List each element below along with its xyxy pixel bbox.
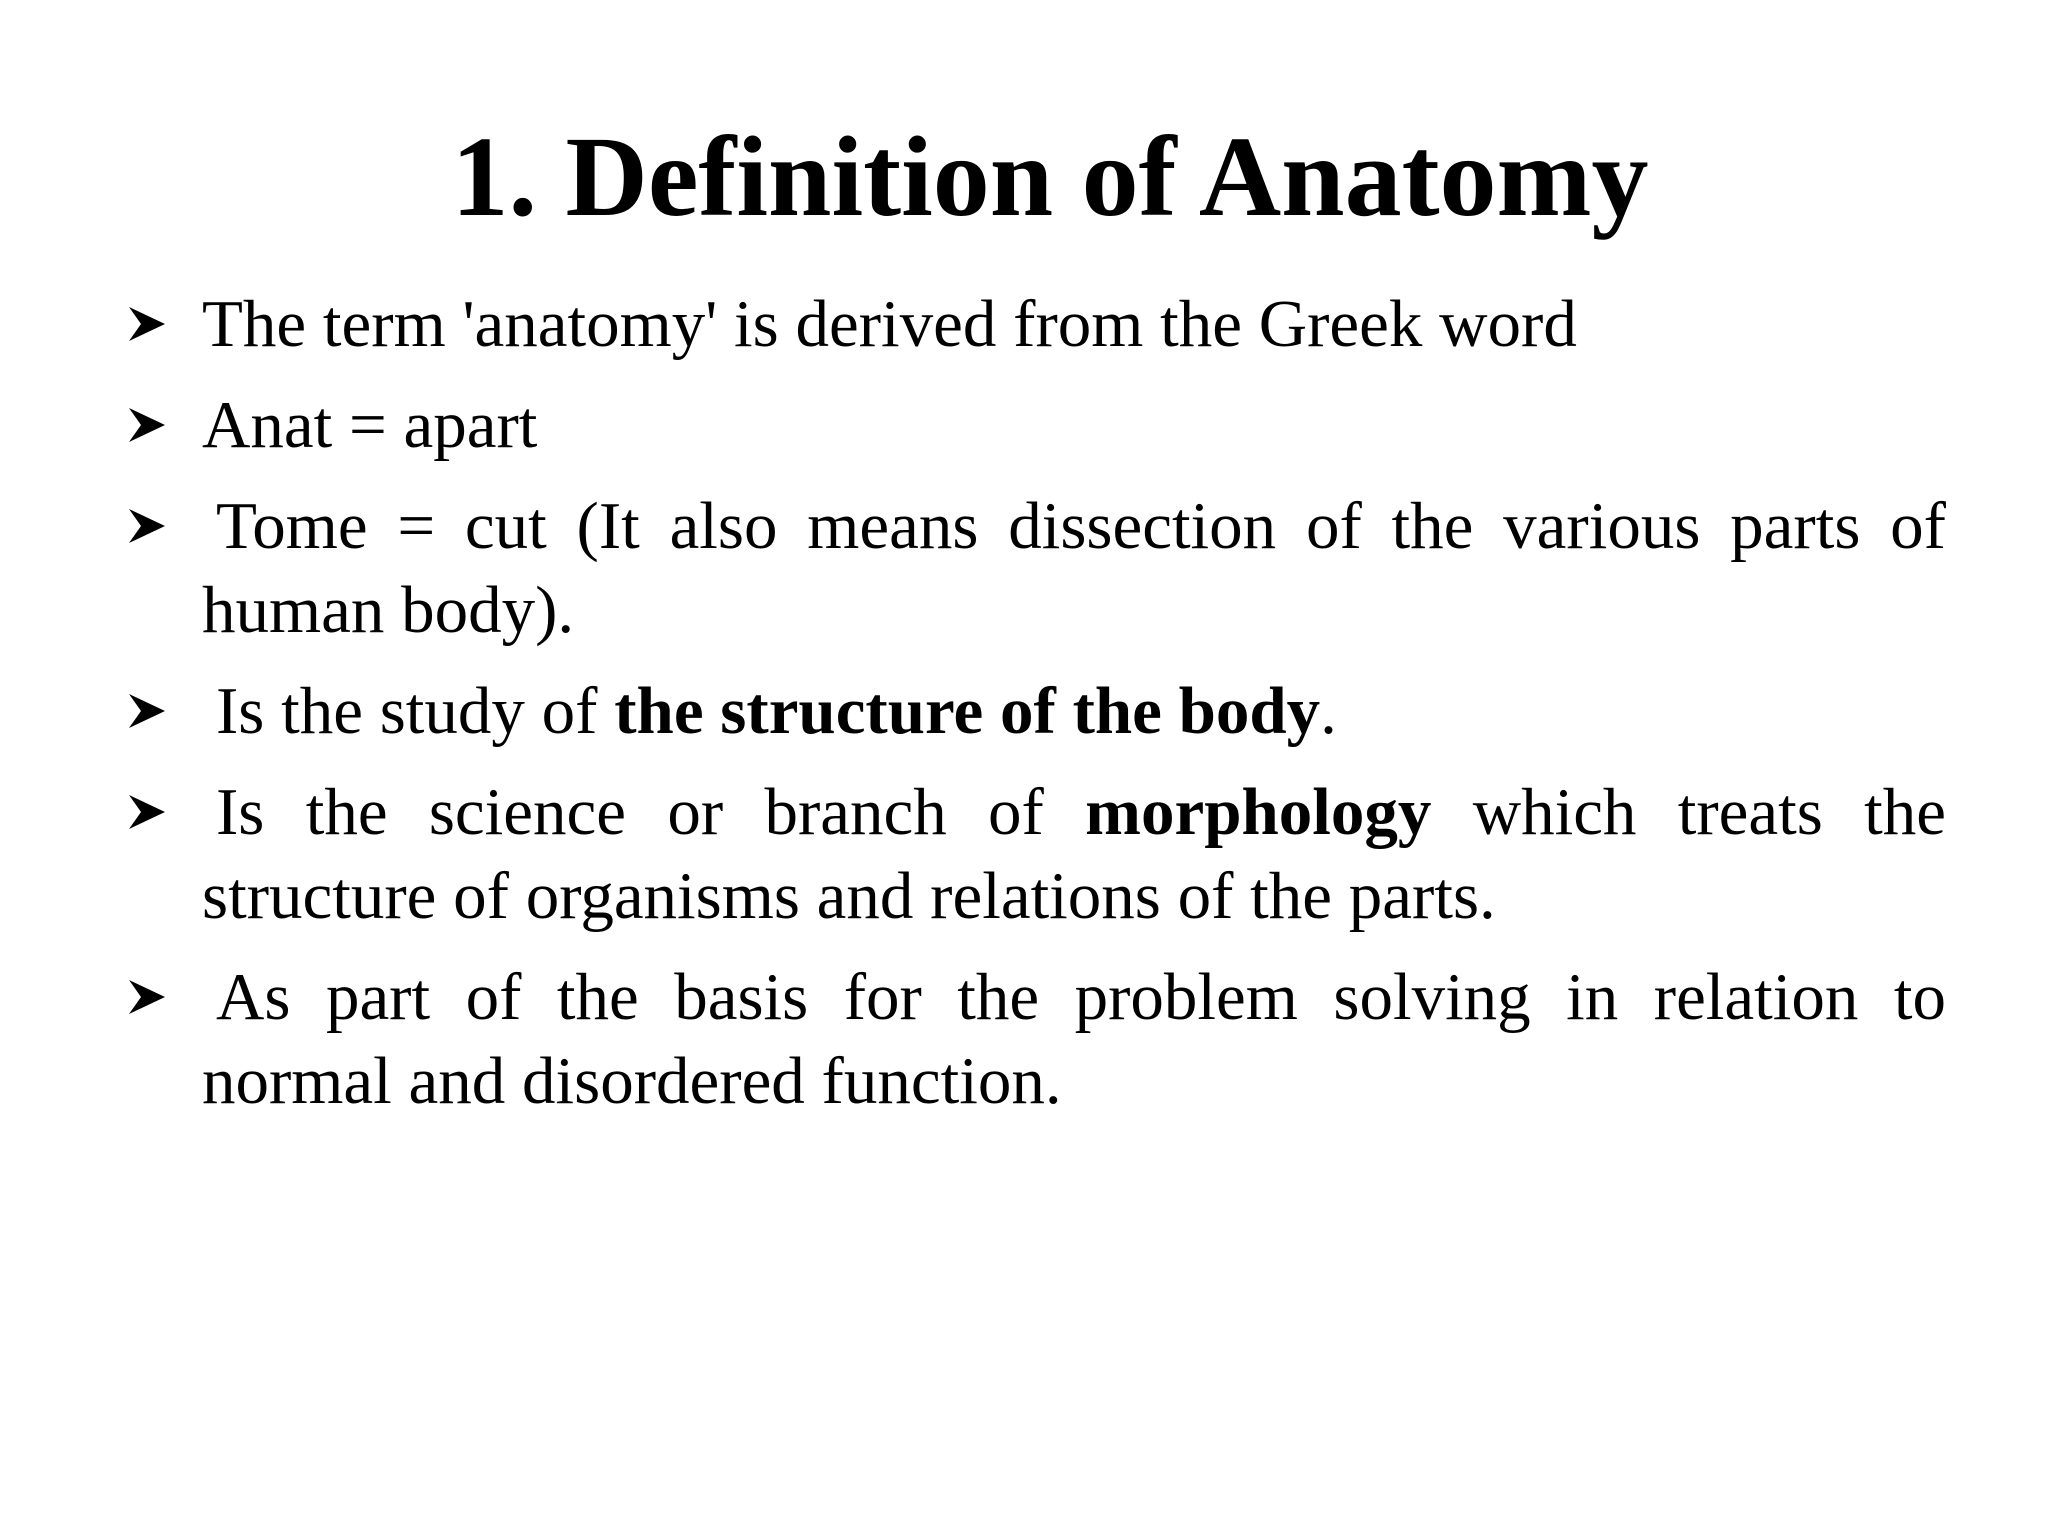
bullet-text: Anat = apart — [202, 388, 538, 462]
bullet-item-4 — [128, 669, 1946, 753]
bullet-text — [202, 674, 1337, 748]
bullet-item-6 — [128, 955, 1946, 1123]
slide-title: 1. Definition of Anatomy — [451, 113, 1649, 240]
arrowhead-bullet-icon — [128, 669, 178, 753]
arrowhead-bullet-icon — [128, 282, 178, 366]
bullet-item-5 — [128, 770, 1946, 938]
bullet-text-bold: morphology — [1085, 775, 1432, 849]
bullet-text-plain: which treats the structure of organisms and relations of the parts. — [202, 775, 1946, 933]
bullet-text: As part of the basis for the problem solving in relation to normal and disordered function. — [202, 960, 1946, 1118]
bullet-text: Tome = cut (It also means dissection of the various parts of human body). — [202, 489, 1946, 647]
arrowhead-bullet-icon — [128, 383, 178, 467]
bullet-text: The term 'anatomy' is derived from the Greek word — [202, 287, 1577, 361]
bullet-item-1 — [128, 282, 1946, 366]
arrowhead-bullet-icon — [128, 955, 178, 1039]
arrowhead-bullet-icon — [128, 484, 178, 568]
bullet-item-3 — [128, 484, 1946, 652]
bullet-text-plain: Is the science or branch of — [216, 775, 1086, 849]
arrowhead-bullet-icon — [128, 770, 178, 854]
bullet-text-bold: the structure of the body — [614, 674, 1321, 748]
bullet-text-plain: . — [1320, 674, 1337, 748]
bullet-list — [128, 282, 1946, 1140]
bullet-text-plain: Is the study of — [216, 674, 615, 748]
bullet-text — [202, 775, 1946, 933]
bullet-item-2 — [128, 383, 1946, 467]
